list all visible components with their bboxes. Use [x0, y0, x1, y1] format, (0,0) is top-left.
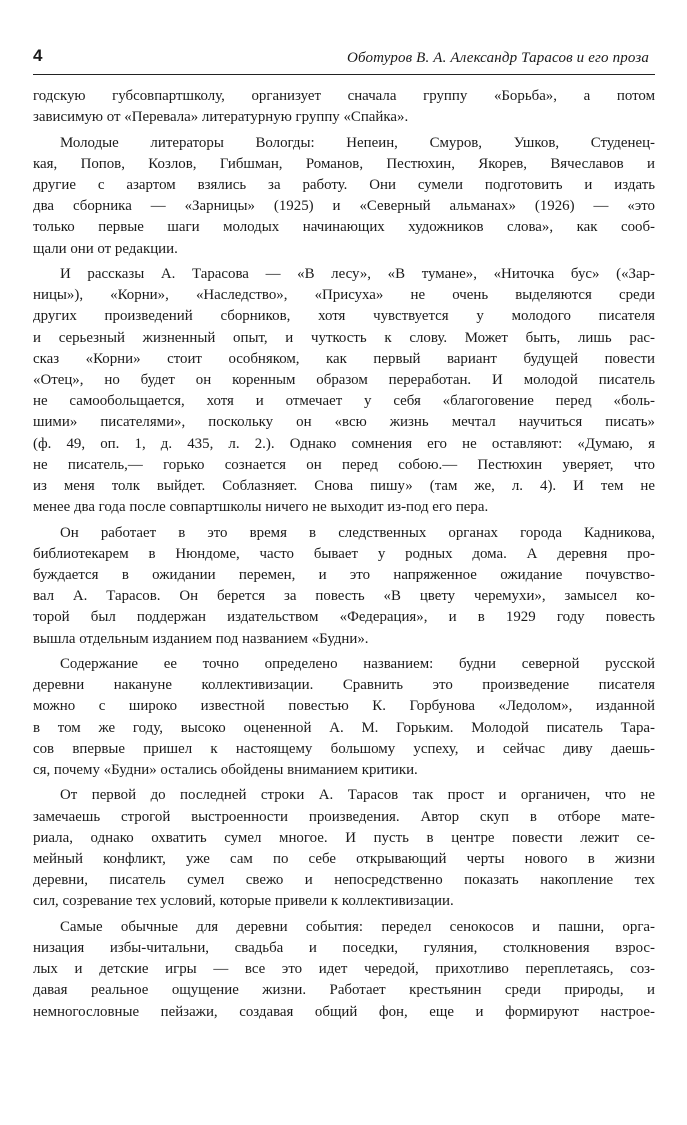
text-line: кая, Попов, Козлов, Гибшман, Романов, Пестюхин, Якорев, Вячеславов и [33, 155, 655, 172]
text-line: сказ «Корни» стоит особняком, как первый вариант будущей повести [33, 350, 655, 367]
page-header [33, 44, 655, 75]
text-line: можно с широко известной повестью К. Горбунова «Ледолом», изданной [33, 698, 655, 715]
text-line: (ф. 49, оп. 1, д. 435, л. 2.). Однако сомнения его не оставляют: «Думаю, я [33, 435, 655, 452]
text-line: буждается в ожидании перемен, и это напряженное ожидание почувство- [33, 567, 655, 584]
text-line: «Отец», но будет он коренным образом переработан. И молодой писатель [33, 372, 655, 389]
text-line: Самые обычные для деревни события: передел сенокосов и пашни, орга- [60, 918, 655, 935]
text-line: сов впервые пришел к настоящему большому успеху, и сейчас диву даешь- [33, 740, 655, 757]
text-line: не писатель,— горько сознается он перед собою.— Пестюхин уверяет, что [33, 456, 655, 473]
text-line: низация избы-читальни, свадьба и поседки, гуляния, столкновения взрос- [33, 940, 655, 957]
text-line: зависимую от «Перевала» литературную группу «Спайка». [33, 109, 409, 126]
text-line: Молодые литераторы Вологды: Непеин, Смуров, Ушков, Студенец- [60, 134, 655, 151]
paragraph [33, 264, 655, 518]
paragraph [33, 785, 655, 912]
text-line: и серьезный жизненный опыт, и чуткость к слову. Может быть, лишь рас- [33, 329, 655, 346]
text-line: в том же году, высоко оцененной А. М. Горьким. Молодой писатель Тара- [33, 719, 655, 736]
paragraph [33, 523, 655, 650]
text-line: других произведений сборников, хотя чувствуется у молодого писателя [33, 308, 655, 325]
text-line: шими» писателями», поскольку он «всю жизнь мечтал научиться писать» [33, 414, 655, 431]
text-line: деревни, писатель сумел свежо и непосредственно показать накопление тех [33, 872, 655, 889]
page-number: 4 [33, 46, 43, 65]
body-text [33, 86, 655, 1027]
text-line: вышла отдельным изданием под названием «Будни». [33, 630, 369, 647]
text-line: деревни накануне коллективизации. Сравнить это произведение писателя [33, 677, 655, 694]
text-line: немногословные пейзажи, создавая общий фон, еще и формируют настрое- [33, 1003, 655, 1020]
text-line: годскую губсовпартшколу, организует сначала группу «Борьба», а потом [33, 88, 655, 104]
text-line: менее два года после совпартшколы ничего не выходит из-под его пера. [33, 499, 489, 516]
text-line: сил, созревание тех условий, которые привели к коллективизации. [33, 893, 454, 910]
text-line: замечаешь строгой выстроенности произведения. Автор скуп в отборе мате- [33, 808, 655, 825]
text-line: ницы»), «Корни», «Наследство», «Присуха» не очень выделяются среди [33, 287, 655, 304]
text-line: только первые шаги молодых начинающих художников слова», как сооб- [33, 219, 655, 236]
text-line: библиотекарем в Нюндоме, часто бывает у родных дома. А деревня про- [33, 545, 655, 562]
paragraph [33, 654, 655, 781]
paragraph [33, 133, 655, 260]
text-line: От первой до последней строки А. Тарасов так прост и органичен, что не [60, 787, 655, 804]
text-line: из меня толк выйдет. Соблазняет. Снова пишу» (там же, л. 4). И тем не [33, 478, 655, 495]
paragraph [33, 917, 655, 1023]
text-line: другие с азартом взялись за работу. Они сумели подготовить и издать [33, 177, 655, 193]
text-line: Он работает в это время в следственных органах города Кадникова, [60, 524, 655, 541]
text-line: щали они от редакции. [33, 240, 178, 257]
text-line: Содержание ее точно определено названием: будни северной русской [60, 656, 655, 673]
text-line: И рассказы А. Тарасова — «В лесу», «В тумане», «Ниточка бус» («Зар- [60, 266, 655, 282]
text-line: давая реальное ощущение жизни. Работает крестьянин среди природы, и [33, 982, 655, 999]
text-line: ся, почему «Будни» остались обойдены вниманием критики. [33, 762, 418, 779]
paragraph [33, 86, 655, 128]
running-head: Оботуров В. А. Александр Тарасов и его проза [346, 50, 649, 66]
text-line: вал А. Тарасов. Он берется за повесть «В цвету черемухи», замысел ко- [33, 588, 655, 605]
text-line: риала, однако охватить сумел многое. И пусть в центре повести лежит се- [33, 829, 655, 846]
text-line: лых и детские игры — все это идет чередой, прихотливо переплетаясь, соз- [33, 961, 655, 978]
text-line: торой был поддержан издательством «Федерация», и в 1929 году повесть [33, 609, 655, 626]
text-line: два сборника — «Зарницы» (1925) и «Северный альманах» (1926) — «это [33, 198, 655, 215]
text-line: не самообольщается, хотя и отмечает у себя «благоговение перед «боль- [33, 393, 655, 410]
text-line: мейный конфликт, уже сам по себе открывающий черты нового в жизни [33, 851, 655, 868]
